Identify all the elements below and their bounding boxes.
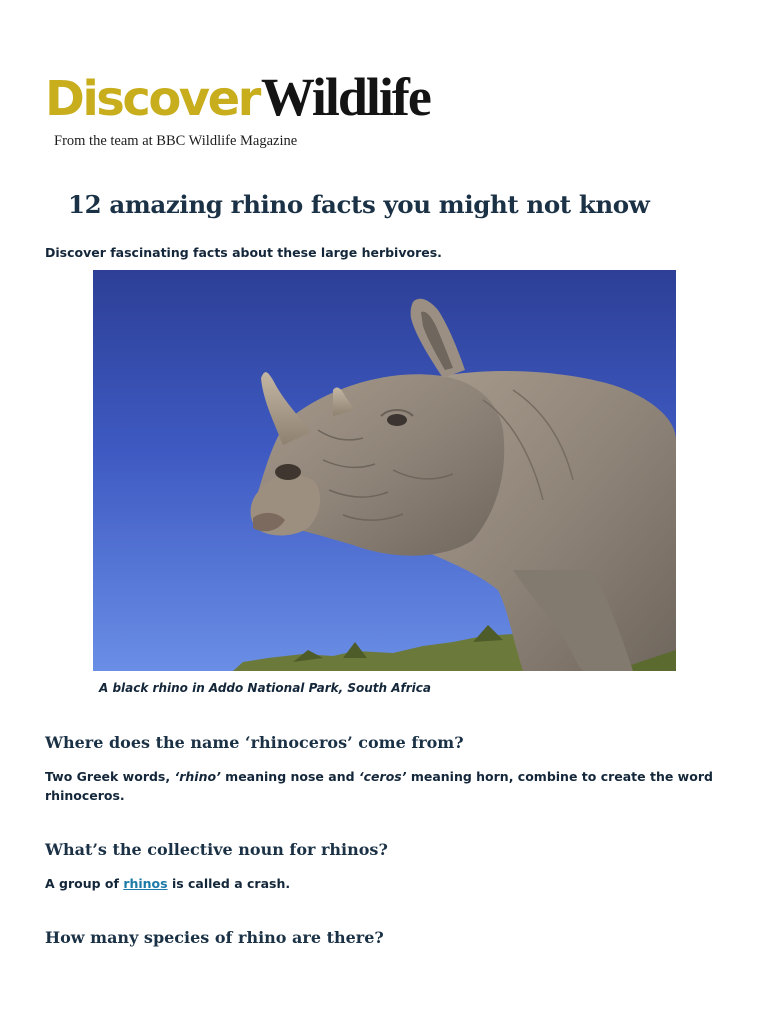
question-heading: Where does the name ‘rhinoceros’ come from?	[45, 733, 464, 752]
logo-wildlife-wordmark: Wildlife	[260, 67, 430, 127]
answer-text: A group of	[45, 876, 124, 891]
logo-discover-wordmark: Discover	[45, 71, 259, 127]
site-logo[interactable]	[45, 62, 430, 135]
greek-term: ‘ceros’	[358, 769, 407, 784]
article-standfirst: Discover fascinating facts about these large herbivores.	[45, 245, 442, 260]
greek-term: ‘rhino’	[174, 769, 221, 784]
question-heading: How many species of rhino are there?	[45, 928, 384, 947]
photo-caption: A black rhino in Addo National Park, South Africa	[99, 681, 431, 695]
rhinos-link[interactable]: rhinos	[123, 876, 168, 891]
rhino-photo	[93, 270, 676, 671]
answer-paragraph	[45, 874, 725, 893]
article-title: 12 amazing rhino facts you might not know	[68, 190, 650, 219]
question-heading: What’s the collective noun for rhinos?	[45, 840, 388, 859]
answer-text: Two Greek words,	[45, 769, 175, 784]
answer-paragraph	[45, 767, 725, 805]
answer-text: meaning nose and	[220, 769, 359, 784]
answer-text: meaning horn, combine to create the word rhinoceros.	[45, 769, 713, 803]
answer-text: is called a crash.	[167, 876, 291, 891]
site-tagline: From the team at BBC Wildlife Magazine	[54, 133, 298, 149]
